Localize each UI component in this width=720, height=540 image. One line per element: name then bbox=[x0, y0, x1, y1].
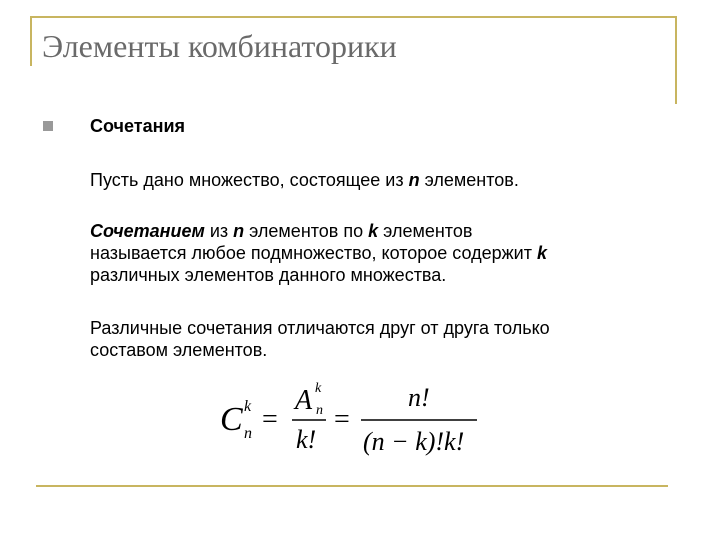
slide-title: Элементы комбинаторики bbox=[42, 28, 397, 64]
formula-A-sup-k: k bbox=[315, 381, 322, 396]
definition-part3: элементов bbox=[378, 221, 473, 241]
formula-den-2: (n − k)!k! bbox=[363, 427, 465, 456]
difference-line-1: Различные сочетания отличаются друг от друга только bbox=[90, 318, 550, 338]
formula-equals-1: = bbox=[262, 404, 278, 435]
frame-left-line bbox=[30, 16, 32, 66]
definition-n: n bbox=[233, 221, 245, 241]
formula-A: A bbox=[295, 385, 313, 416]
square-bullet-icon bbox=[43, 121, 53, 131]
combination-formula bbox=[220, 376, 490, 466]
formula-svg bbox=[220, 376, 490, 466]
frame-bottom-line bbox=[36, 485, 668, 487]
frame-right-line bbox=[675, 16, 677, 104]
formula-den-1: k! bbox=[296, 425, 317, 454]
formula-C: C bbox=[220, 401, 243, 438]
formula-A-sub-n: n bbox=[316, 403, 323, 418]
formula-num-2: n! bbox=[408, 383, 430, 412]
given-text-before: Пусть дано множество, состоящее из bbox=[90, 170, 409, 190]
formula-equals-2: = bbox=[334, 404, 350, 435]
definition-part1: из bbox=[204, 221, 234, 241]
formula-C-sup-k: k bbox=[244, 398, 252, 415]
definition-k: k bbox=[368, 221, 379, 241]
definition-line2-text: называется любое подмножество, которое содержит bbox=[90, 243, 537, 263]
given-set-text bbox=[90, 170, 519, 190]
definition-line-2 bbox=[90, 243, 547, 263]
definition-line2-k: k bbox=[536, 243, 547, 263]
definition-line-3: различных элементов данного множества. bbox=[90, 265, 447, 285]
definition-part2: элементов по bbox=[244, 221, 369, 241]
difference-line-2: составом элементов. bbox=[90, 340, 268, 360]
given-n: n bbox=[408, 170, 420, 190]
formula-C-sub-n: n bbox=[244, 425, 252, 442]
frame-top-line bbox=[30, 16, 676, 18]
definition-line-1 bbox=[90, 221, 472, 241]
definition-term: Сочетанием bbox=[90, 221, 205, 241]
section-heading: Сочетания bbox=[90, 116, 186, 136]
given-text-after: элементов. bbox=[419, 170, 519, 190]
